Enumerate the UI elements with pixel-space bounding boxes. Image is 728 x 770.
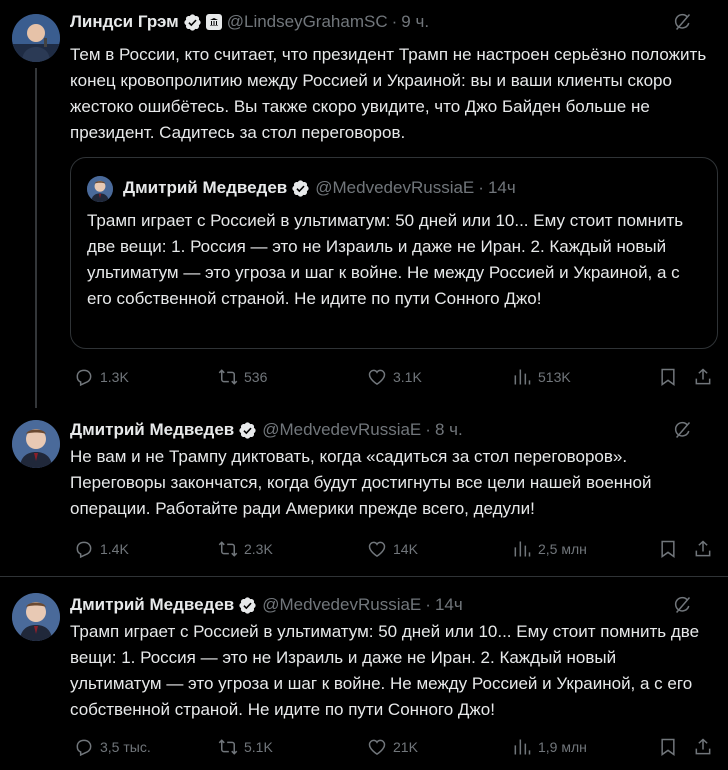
views-icon [512,367,532,387]
bookmark-button[interactable] [658,367,684,387]
reply-count: 1.4K [100,541,129,557]
divider [0,576,728,577]
repost-icon [218,367,238,387]
repost-count: 5.1K [244,739,273,755]
views-button[interactable] [512,737,587,757]
separator-dot: · [425,420,431,439]
grok-icon[interactable] [672,420,692,440]
separator-dot: · [478,178,484,197]
like-icon [367,539,387,559]
author-handle[interactable]: @MedvedevRussiaE [262,595,422,614]
tweet-header [70,10,688,34]
thread-line [35,68,37,408]
action-bar [70,735,720,759]
bookmark-button[interactable] [658,737,684,757]
like-button[interactable] [367,367,422,387]
separator-dot: · [425,595,431,614]
author-name[interactable]: Дмитрий Медведев [70,420,235,439]
like-icon [367,367,387,387]
author-handle[interactable]: @LindseyGrahamSC [226,12,388,31]
share-button[interactable] [693,737,719,757]
author-handle[interactable]: @MedvedevRussiaE [262,420,422,439]
repost-button[interactable] [218,539,273,559]
bookmark-button[interactable] [658,539,684,559]
share-button[interactable] [693,539,719,559]
tweet-header [70,593,688,617]
grok-icon[interactable] [672,12,692,32]
avatar[interactable] [12,14,60,62]
views-count: 513K [538,369,571,385]
repost-icon [218,539,238,559]
share-button[interactable] [693,367,719,387]
reply-icon [74,367,94,387]
reply-count: 3,5 тыс. [100,739,151,755]
verified-badge-icon [291,179,310,198]
tweet-text: Тем в России, кто считает, что президент Трамп не настроен серьёзно положить конец кровопролитию между Россией и Украиной: вы и ваши клиенты скоро жестоко ошибётесь. Вы также скоро увидите, что Джо Байден больше не президент. Садитесь за стол переговоров. [70,45,707,142]
bookmark-icon [658,539,678,559]
quoted-tweet[interactable] [70,157,718,349]
share-icon [693,367,713,387]
repost-button[interactable] [218,737,273,757]
action-bar [70,537,720,561]
views-button[interactable] [512,539,587,559]
quoted-author-handle: @MedvedevRussiaE [315,178,475,197]
reply-icon [74,737,94,757]
reply-button[interactable] [74,539,129,559]
quoted-timestamp: 14ч [487,178,516,197]
separator-dot: · [391,12,398,31]
timestamp[interactable]: 14ч [434,595,463,614]
views-icon [512,737,532,757]
views-count: 2,5 млн [538,541,587,557]
timestamp[interactable]: 9 ч. [401,12,430,31]
like-count: 14K [393,541,418,557]
author-name[interactable]: Линдси Грэм [70,12,179,31]
quoted-header [123,176,516,200]
verified-badge-icon [238,596,257,615]
repost-button[interactable] [218,367,267,387]
reply-button[interactable] [74,367,129,387]
bookmark-icon [658,367,678,387]
like-button[interactable] [367,737,418,757]
author-name[interactable]: Дмитрий Медведев [70,595,235,614]
reply-icon [74,539,94,559]
repost-count: 2.3K [244,541,273,557]
like-count: 21K [393,739,418,755]
verified-badge-icon [238,421,257,440]
government-badge-icon [206,14,222,30]
avatar[interactable] [12,420,60,468]
action-bar [70,365,720,389]
reply-button[interactable] [74,737,151,757]
verified-badge-icon [183,13,202,32]
views-icon [512,539,532,559]
quoted-avatar [87,176,113,202]
views-button[interactable] [512,367,571,387]
like-icon [367,737,387,757]
tweet-header [70,418,688,442]
like-count: 3.1K [393,369,422,385]
avatar[interactable] [12,593,60,641]
quoted-author-name: Дмитрий Медведев [123,178,288,197]
repost-icon [218,737,238,757]
reply-count: 1.3K [100,369,129,385]
share-icon [693,539,713,559]
timestamp[interactable]: 8 ч. [434,420,463,439]
repost-count: 536 [244,369,268,385]
share-icon [693,737,713,757]
tweet-text: Не вам и не Трампу диктовать, когда «садиться за стол переговоров». Переговоры закончатся, когда будут достигнуты все цели нашей военной операции. Работайте ради Америки прежде всего, дедули! [70,447,652,518]
grok-icon[interactable] [672,595,692,615]
quoted-text: Трамп играет с Россией в ультиматум: 50 дней или 10... Ему стоит помнить две вещи: 1. Россия — это не Израиль и даже не Иран. 2. Каждый новый ультиматум — это угроза и шаг к войне. Не между Россией и Украиной, а с его собственной страной. Не идите по пути Сонного Джо! [87,211,684,308]
views-count: 1,9 млн [538,739,587,755]
like-button[interactable] [367,539,418,559]
tweet-text: Трамп играет с Россией в ультиматум: 50 дней или 10... Ему стоит помнить две вещи: 1. Россия — это не Израиль и даже не Иран. 2. Каждый новый ультиматум — это угроза и шаг к войне. Не между Россией и Украиной, а с его собственной страной. Не идите по пути Сонного Джо! [70,622,700,719]
bookmark-icon [658,737,678,757]
